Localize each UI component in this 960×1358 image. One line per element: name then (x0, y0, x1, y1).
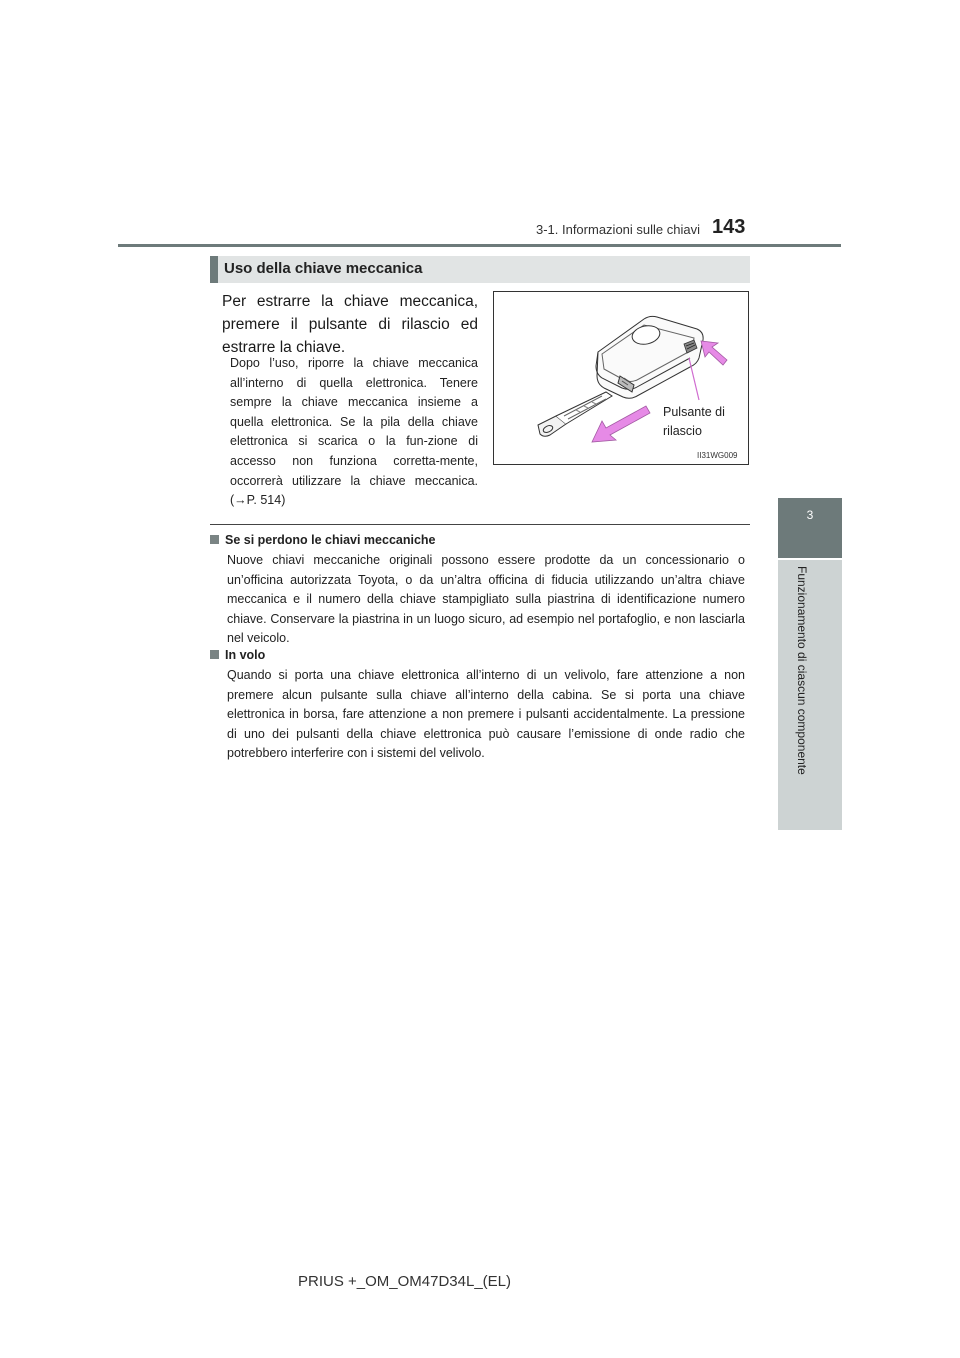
footer-document-code: PRIUS +_OM_OM47D34L_(EL) (298, 1273, 512, 1290)
chapter-number: 3 (806, 508, 814, 522)
release-button-callout (663, 403, 725, 441)
callout-line-1: Pulsante di (663, 405, 725, 419)
running-header-section: 3-1. Informazioni sulle chiavi (535, 222, 700, 237)
info-body-in-flight: Quando si porta una chiave elettronica all’interno di un velivolo, fare attenzione a non premere alcun pulsante sulla chiave all’interno della cabina. Se si porta una chiave elettronica in borsa, fare attenzione a non premere i pulsanti accidentalmente. La pressione di uno dei pulsanti della chiave elettronica può causare l’emissione di onde radio che potrebbero interferire con i sistemi del velivolo. (227, 668, 745, 760)
bullet-square-icon (210, 535, 219, 544)
pull-arrow-icon (592, 406, 650, 442)
electronic-key-icon (596, 316, 703, 398)
instruction-note (230, 354, 478, 511)
content-divider (210, 524, 750, 525)
section-title: Uso della chiave meccanica (224, 260, 423, 277)
chapter-tab-bar (778, 560, 842, 830)
info-heading-lost-keys (210, 533, 750, 547)
header-rule (118, 244, 841, 247)
callout-line-2: rilascio (663, 424, 702, 438)
info-heading-in-flight (210, 648, 750, 662)
instruction-text: Per estrarre la chiave meccanica, premere il pulsante di rilascio ed estrarre la chiave. (222, 293, 478, 356)
chapter-tab (778, 498, 842, 558)
figure-code: II31WG009 (697, 451, 738, 460)
section-heading-marker (210, 256, 218, 283)
push-arrow-icon (701, 341, 727, 365)
info-heading-text: Se si perdono le chiavi meccaniche (225, 533, 436, 547)
page-reference: P. 514) (246, 493, 286, 508)
reference-arrow-icon: → (234, 493, 247, 508)
info-heading-text: In volo (225, 648, 266, 662)
bullet-square-icon (210, 650, 219, 659)
note-text: Dopo l’uso, riporre la chiave meccanica all’interno di quella elettronica. Tenere sempre la chiave meccanica insieme a quella elettronica. Se la pila della chiave elettronica si scarica o la fun-zione di accesso non funziona corretta-mente, occorrerà utilizzare la chiave meccanica. ( (230, 356, 478, 508)
page-number: 143 (712, 216, 746, 238)
info-body-lost-keys: Nuove chiavi meccaniche originali possono essere prodotte da un concessionario o un’officina autorizzata Toyota, o da un’altra officina di fiducia utilizzando un’altra chiave meccanica e il numero della chiave stampigliato sulla piastrina di identificazione numero chiave. Conservare la piastrina in un luogo sicuro, ad esempio nel portafoglio, e non lasciarla nel veicolo. (227, 553, 745, 645)
chapter-title: Funzionamento di ciascun componente (795, 566, 809, 775)
